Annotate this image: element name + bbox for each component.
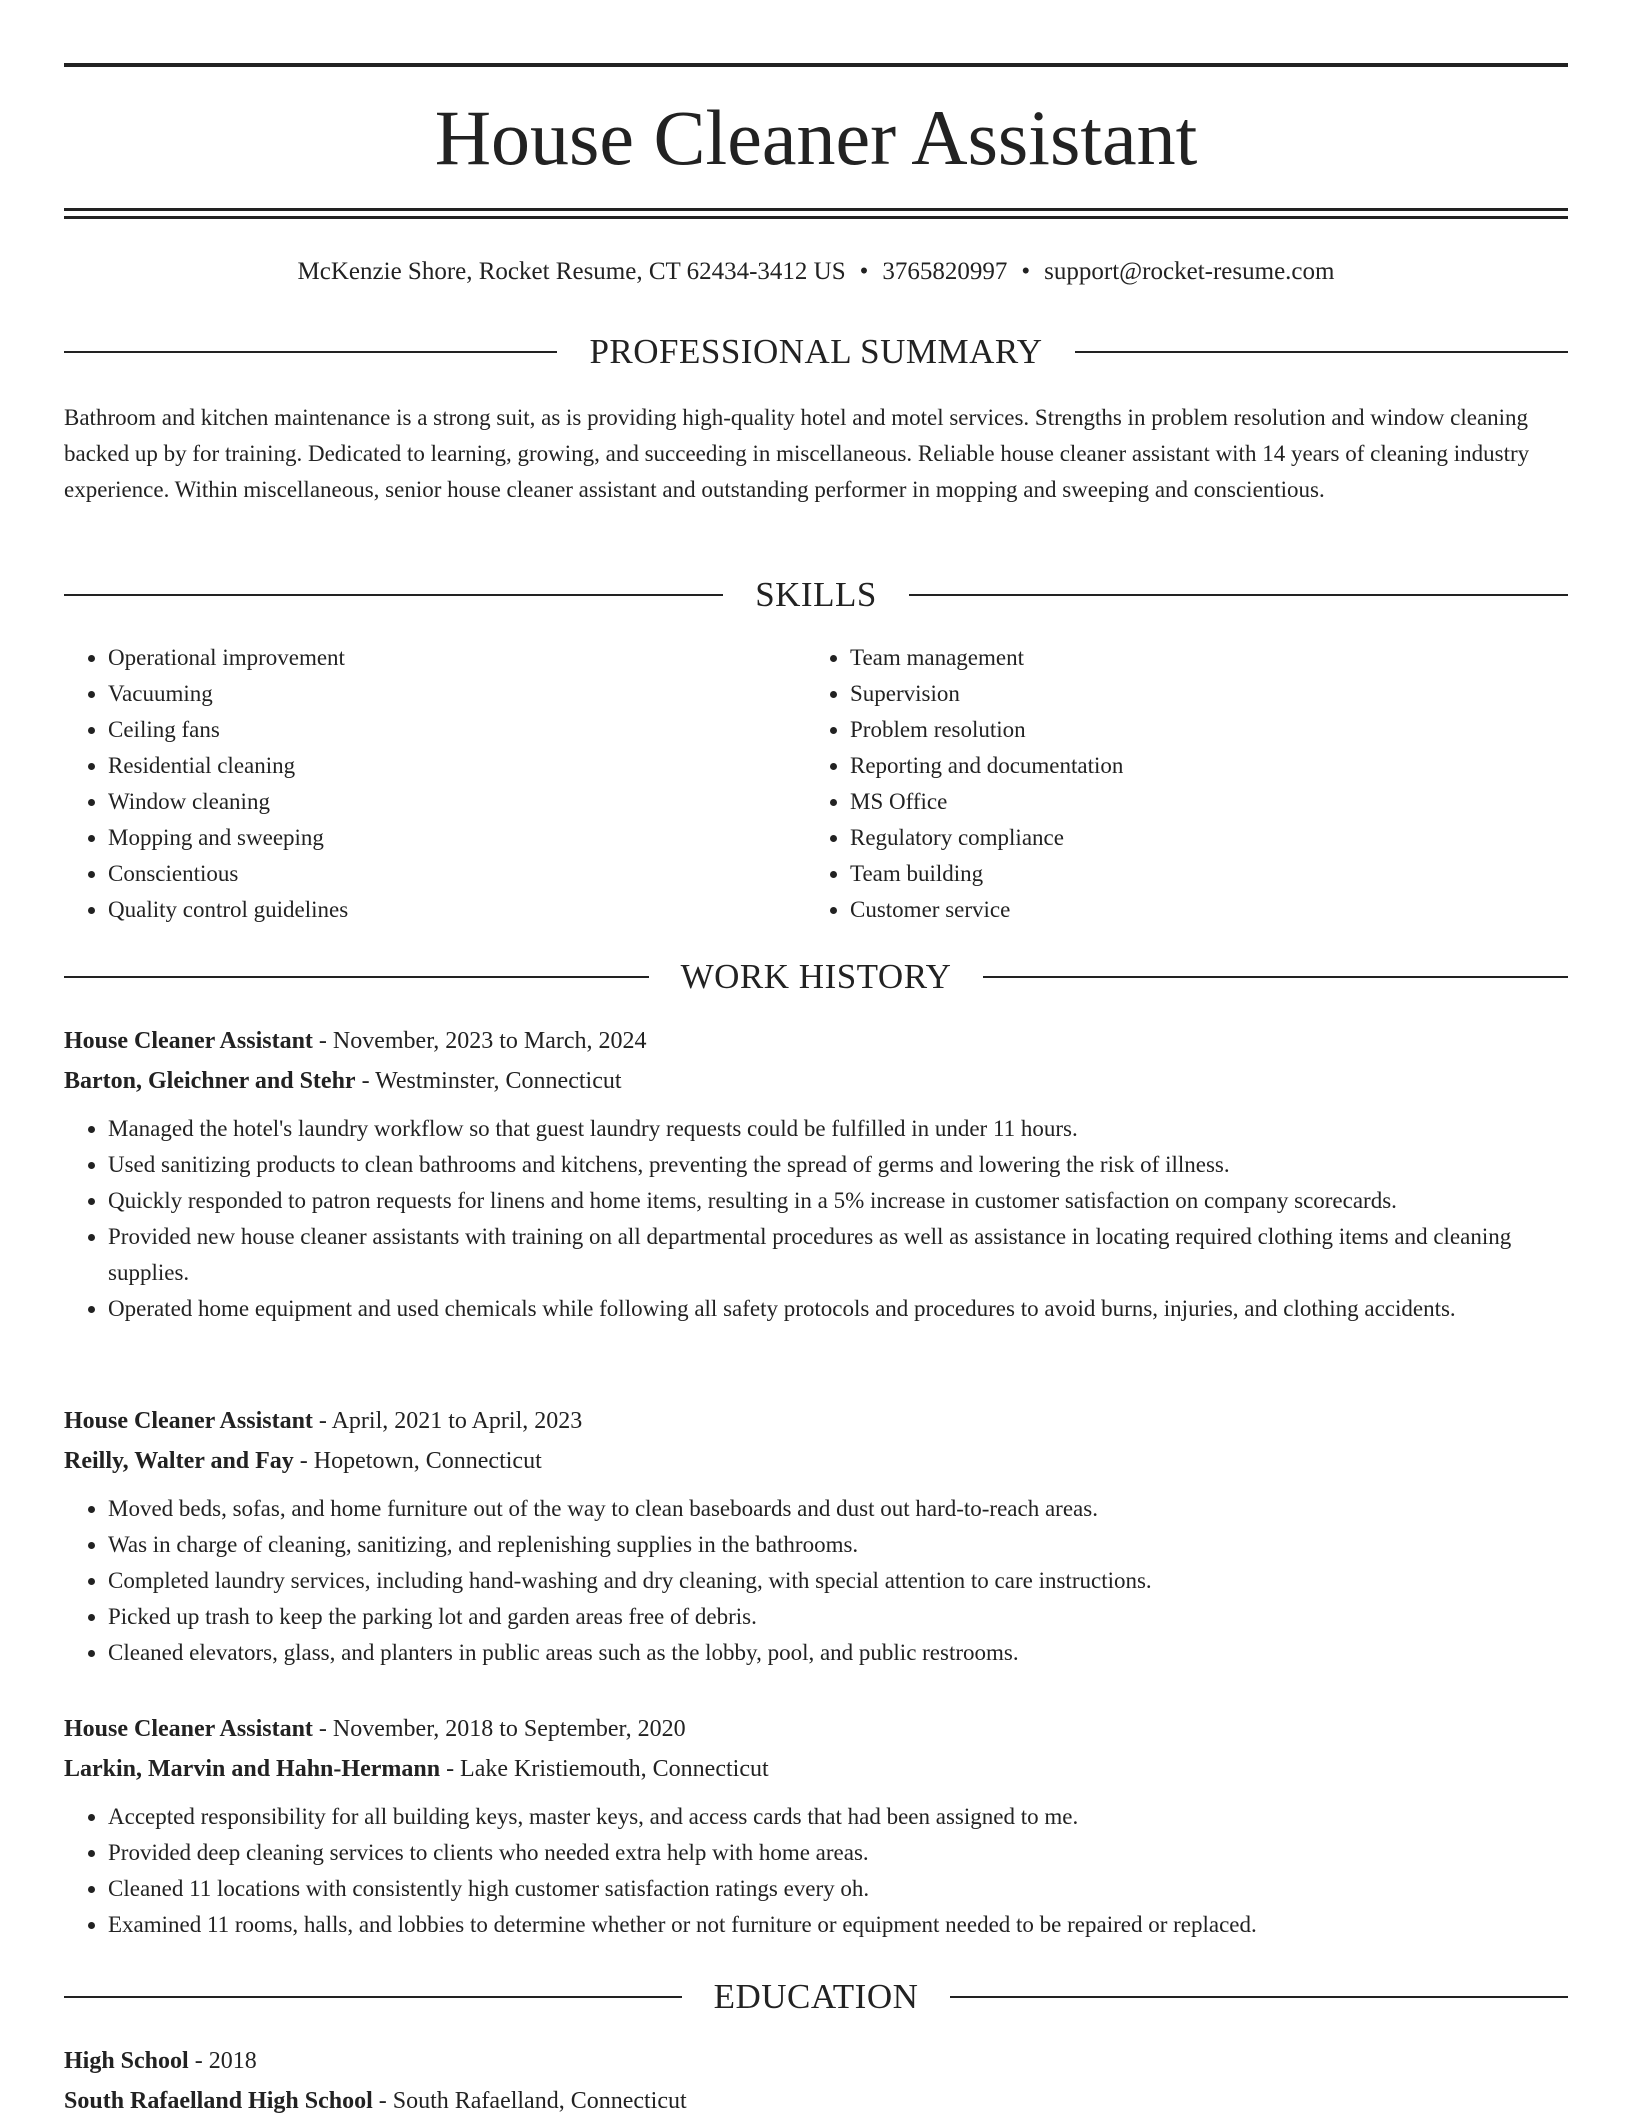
job-company: Larkin, Marvin and Hahn-Hermann <box>64 1756 441 1782</box>
skill-item: • Supervision <box>850 676 1548 712</box>
education-year: - 2018 <box>188 2048 257 2074</box>
job-bullet: • Quickly responded to patron requests for linens and home items, resulting in a 5% increase in customer satisfaction on company scorecards. <box>108 1183 1568 1219</box>
job-company-line <box>64 1061 1568 1101</box>
skill-item: • Vacuuming <box>108 676 806 712</box>
contact-line <box>64 254 1568 290</box>
skills-section-heading <box>64 575 1568 615</box>
skill-item: • Reporting and documentation <box>850 748 1548 784</box>
job-title-line <box>64 1021 1568 1061</box>
heading-rule-left <box>64 351 557 353</box>
job-bullet: • Cleaned 11 locations with consistently high customer satisfaction ratings every oh. <box>108 1871 1568 1907</box>
job-bullet: • Used sanitizing products to clean bathrooms and kitchens, preventing the spread of germs and lowering the risk of illness. <box>108 1147 1568 1183</box>
job-title: House Cleaner Assistant <box>64 1716 313 1742</box>
heading-rule-left <box>64 1996 682 1998</box>
header-double-rule-lower <box>64 216 1568 219</box>
contact-phone: 3765820997 <box>882 258 1008 285</box>
summary-text: Bathroom and kitchen maintenance is a strong suit, as is providing high-quality hotel and motel services. Strengths in problem resolution and window cleaning backed up by for training. Dedicated to learning, growing, and succeeding in miscellaneous. Reliable house cleaner assistant with 14 years of cleaning industry experience. Within miscellaneous, senior house cleaner assistant and outstanding performer in mopping and sweeping and conscientious. <box>64 405 1530 502</box>
skill-item: • Team management <box>850 640 1548 676</box>
job-bullet: • Picked up trash to keep the parking lot and garden areas free of debris. <box>108 1599 1568 1635</box>
job-location: - Lake Kristiemouth, Connecticut <box>440 1756 769 1782</box>
job-location: - Hopetown, Connecticut <box>293 1448 542 1474</box>
education-school-line <box>64 2081 1568 2121</box>
heading-rule-right <box>909 594 1568 596</box>
skills-list-right <box>806 640 1548 928</box>
education-location: - South Rafaelland, Connecticut <box>372 2088 687 2114</box>
job-dates: - April, 2021 to April, 2023 <box>312 1408 583 1434</box>
job-title: House Cleaner Assistant <box>64 1408 313 1434</box>
contact-separator: • <box>1021 258 1031 285</box>
skill-item: • MS Office <box>850 784 1548 820</box>
header-top-rule <box>64 63 1568 67</box>
education-entry <box>64 2041 1568 2121</box>
job-bullet: • Moved beds, sofas, and home furniture out of the way to clean baseboards and dust out hard-to-reach areas. <box>108 1491 1568 1527</box>
job-company-line <box>64 1749 1568 1789</box>
job-dates: - November, 2023 to March, 2024 <box>312 1028 647 1054</box>
job-entry <box>64 1401 1568 1671</box>
skills-heading-label: SKILLS <box>755 575 877 614</box>
job-bullet: • Completed laundry services, including hand-washing and dry cleaning, with special attention to care instructions. <box>108 1563 1568 1599</box>
skill-item: • Window cleaning <box>108 784 806 820</box>
skill-item: • Residential cleaning <box>108 748 806 784</box>
skill-item: • Ceiling fans <box>108 712 806 748</box>
work-section-heading <box>64 957 1568 997</box>
heading-rule-right <box>983 976 1568 978</box>
education-heading-label: EDUCATION <box>713 1977 919 2016</box>
job-bullets <box>64 1491 1568 1671</box>
skill-item: • Mopping and sweeping <box>108 820 806 856</box>
skill-item: • Regulatory compliance <box>850 820 1548 856</box>
skill-item: • Problem resolution <box>850 712 1548 748</box>
job-bullet: • Operated home equipment and used chemicals while following all safety protocols and procedures to avoid burns, injuries, and clothing accidents. <box>108 1291 1568 1327</box>
education-section-heading <box>64 1977 1568 2017</box>
job-bullets <box>64 1111 1568 1327</box>
job-entry <box>64 1709 1568 1943</box>
contact-email: support@rocket-resume.com <box>1044 258 1335 285</box>
job-bullet: • Managed the hotel's laundry workflow so that guest laundry requests could be fulfilled in under 11 hours. <box>108 1111 1568 1147</box>
job-bullet: • Provided new house cleaner assistants with training on all departmental procedures as well as assistance in locating required clothing items and cleaning supplies. <box>108 1219 1568 1291</box>
job-bullets <box>64 1799 1568 1943</box>
skills-columns <box>64 640 1568 928</box>
contact-separator: • <box>859 258 869 285</box>
skills-list-left <box>64 640 806 928</box>
job-bullet: • Accepted responsibility for all building keys, master keys, and access cards that had been assigned to me. <box>108 1799 1568 1835</box>
header-double-rule-upper <box>64 208 1568 211</box>
heading-rule-left <box>64 976 649 978</box>
job-title-line <box>64 1401 1568 1441</box>
education-school: South Rafaelland High School <box>64 2088 373 2114</box>
work-heading-label: WORK HISTORY <box>680 957 952 996</box>
contact-address: McKenzie Shore, Rocket Resume, CT 62434-3412 US <box>297 258 846 285</box>
job-company: Reilly, Walter and Fay <box>64 1448 294 1474</box>
summary-heading-label: PROFESSIONAL SUMMARY <box>589 332 1043 371</box>
skill-item: • Team building <box>850 856 1548 892</box>
skill-item: • Conscientious <box>108 856 806 892</box>
summary-section-heading <box>64 332 1568 372</box>
education-degree: High School <box>64 2048 189 2074</box>
skill-item: • Operational improvement <box>108 640 806 676</box>
job-company-line <box>64 1441 1568 1481</box>
heading-rule-left <box>64 594 723 596</box>
job-location: - Westminster, Connecticut <box>355 1068 622 1094</box>
skill-item: • Customer service <box>850 892 1548 928</box>
job-bullet: • Provided deep cleaning services to clients who needed extra help with home areas. <box>108 1835 1568 1871</box>
skill-item: • Quality control guidelines <box>108 892 806 928</box>
job-bullet: • Examined 11 rooms, halls, and lobbies to determine whether or not furniture or equipment needed to be repaired or replaced. <box>108 1907 1568 1943</box>
job-bullet: • Cleaned elevators, glass, and planters in public areas such as the lobby, pool, and public restrooms. <box>108 1635 1568 1671</box>
heading-rule-right <box>1075 351 1568 353</box>
job-title-line <box>64 1709 1568 1749</box>
resume-title: House Cleaner Assistant <box>434 94 1198 181</box>
job-title: House Cleaner Assistant <box>64 1028 313 1054</box>
job-company: Barton, Gleichner and Stehr <box>64 1068 356 1094</box>
job-entry <box>64 1021 1568 1327</box>
heading-rule-right <box>950 1996 1568 1998</box>
education-degree-line <box>64 2041 1568 2081</box>
job-dates: - November, 2018 to September, 2020 <box>312 1716 686 1742</box>
job-bullet: • Was in charge of cleaning, sanitizing, and replenishing supplies in the bathrooms. <box>108 1527 1568 1563</box>
